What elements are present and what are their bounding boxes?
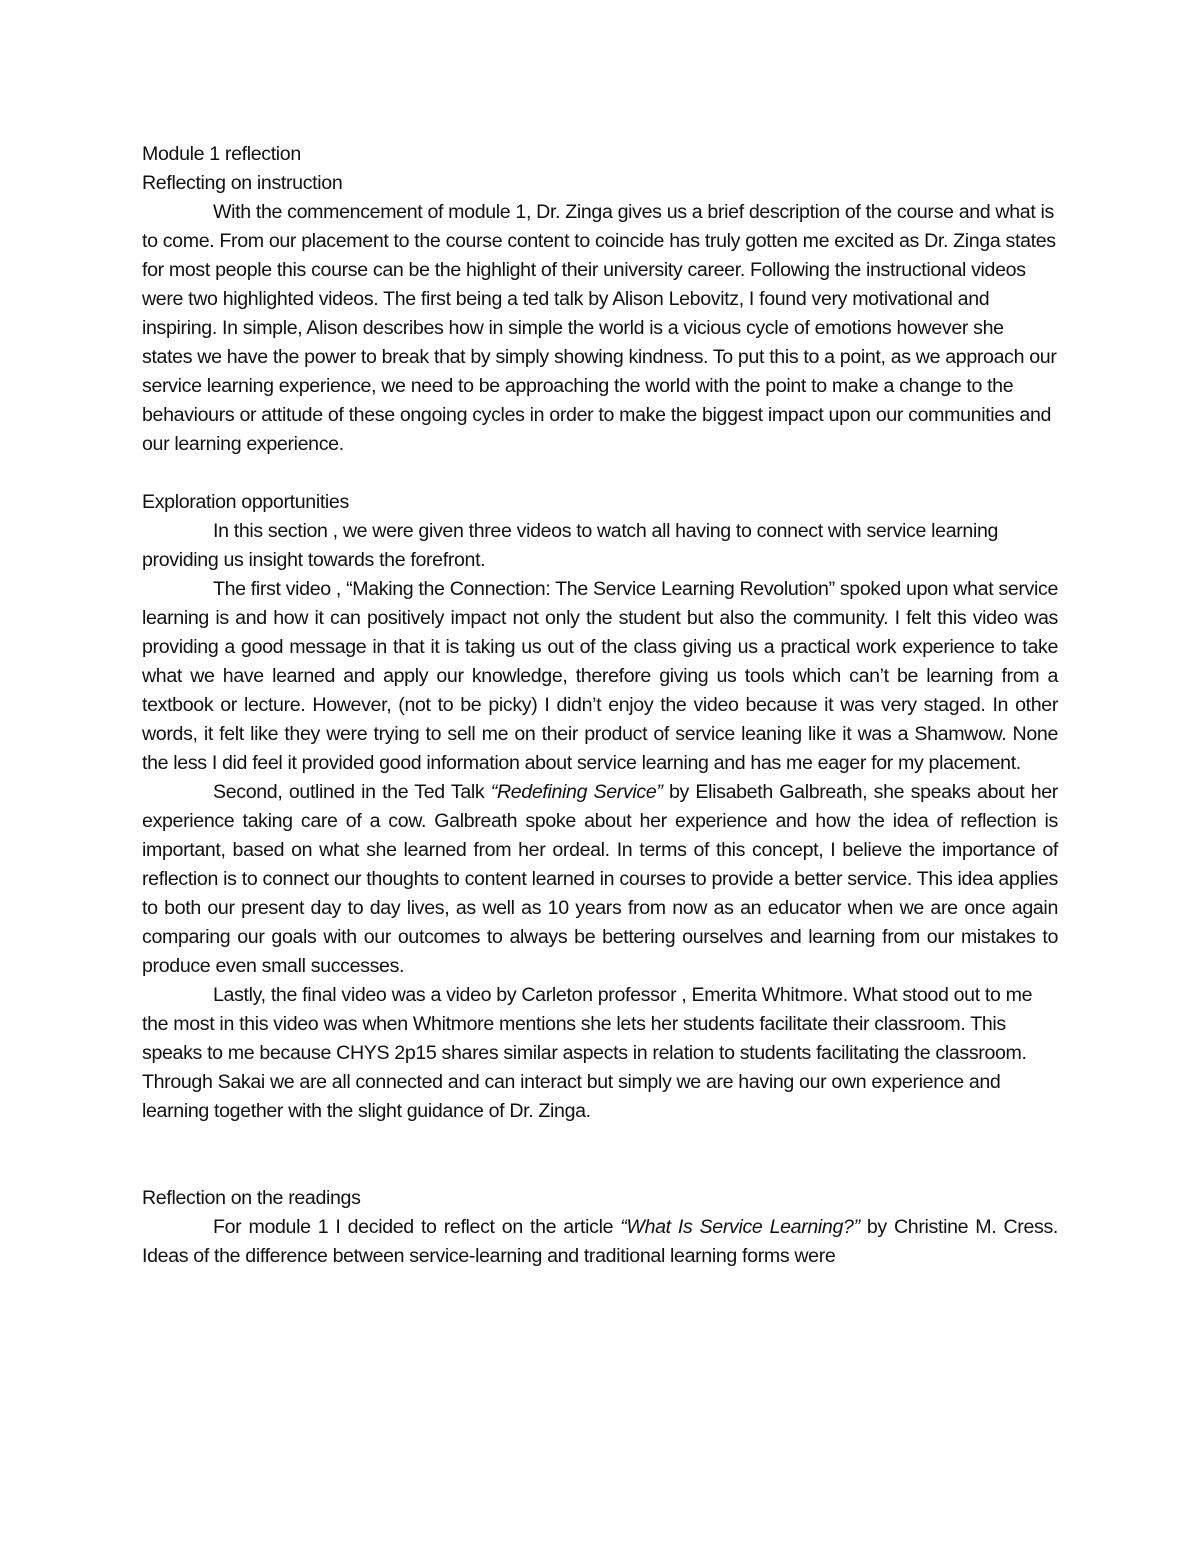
spacer	[142, 1126, 1058, 1184]
section-heading-readings: Reflection on the readings	[142, 1187, 361, 1209]
text-run: For module 1 I decided to reflect on the article	[213, 1216, 621, 1238]
paragraph-readings	[142, 1213, 1058, 1271]
paragraph-exploration-intro: In this section , we were given three videos to watch all having to connect with service learning providing us insight towards the forefront.	[142, 520, 999, 571]
article-title: “What Is Service Learning?”	[620, 1216, 860, 1238]
section-heading-instruction: Reflecting on instruction	[142, 172, 343, 194]
paragraph-third-video: Lastly, the final video was a video by Carleton professor , Emerita Whitmore. What stood out to me the most in this video was when Whitmore mentions she lets her students facilitate their classroom. This speaks to me because CHYS 2p15 shares similar aspects in relation to students facilitating the classroom. Through Sakai we are all connected and can interact but simply we are having our own experience and learning together with the slight guidance of Dr. Zinga.	[142, 984, 1033, 1122]
paragraph-first-video: The first video , “Making the Connection: The Service Learning Revolution” spoked upon what service learning is and how it can positively impact not only the student but also the community. I felt this video was providing a good message in that it is taking us out of the class giving us a practical work experience to take what we have learned and apply our knowledge, therefore giving us tools which can’t be learning from a textbook or lecture. However, (not to be picky) I didn’t enjoy the video because it was very staged. In other words, it felt like they were trying to sell me on their product of service leaning like it was a Shamwow. None the less I did feel it provided good information about service learning and has me eager for my placement.	[142, 578, 1059, 774]
text-run: Second, outlined in the Ted Talk	[213, 781, 491, 803]
text-run: by Elisabeth Galbreath, she speaks about her experience taking care of a cow. Galbreath spoke about her experience and how the idea of reflection is important, based on what she learned from her ordeal. In terms of this concept, I believe the importance of reflection is to connect our thoughts to content learned in courses to provide a better service. This idea applies to both our present day to day lives, as well as 10 years from now as an educator when we are once again comparing our goals with our outcomes to always be bettering ourselves and learning from our mistakes to produce even small successes.	[142, 781, 1058, 977]
spacer	[142, 459, 1058, 488]
text-run: by Christine M. Cress. Ideas of the difference between service-learning and traditional learning forms were	[142, 1216, 1058, 1267]
document-title: Module 1 reflection	[142, 143, 301, 165]
paragraph-second-video	[142, 778, 1058, 981]
document-page	[142, 140, 1058, 1271]
section-heading-exploration: Exploration opportunities	[142, 491, 349, 513]
ted-talk-title: “Redefining Service”	[490, 781, 663, 803]
paragraph-instruction: With the commencement of module 1, Dr. Zinga gives us a brief description of the course and what is to come. From our placement to the course content to coincide has truly gotten me excited as Dr. Zinga states for most people this course can be the highlight of their university career. Following the instructional videos were two highlighted videos. The first being a ted talk by Alison Lebovitz, I found very motivational and inspiring. In simple, Alison describes how in simple the world is a vicious cycle of emotions however she states we have the power to break that by simply showing kindness. To put this to a point, as we approach our service learning experience, we need to be approaching the world with the point to make a change to the behaviours or attitude of these ongoing cycles in order to make the biggest impact upon our communities and our learning experience.	[142, 201, 1057, 455]
